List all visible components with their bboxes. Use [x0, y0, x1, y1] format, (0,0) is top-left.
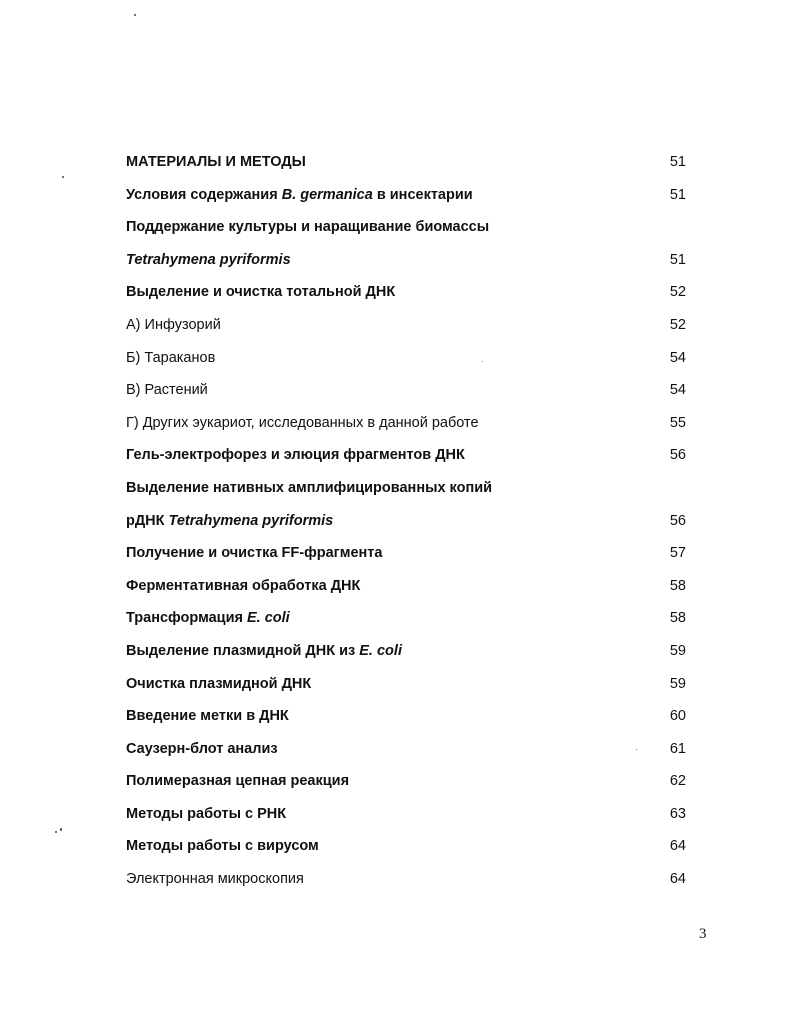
toc-title-part: рДНК	[126, 512, 169, 529]
toc-title-part: Методы работы с вирусом	[126, 838, 319, 855]
toc-entry	[126, 282, 686, 315]
toc-title-part: Введение метки в ДНК	[126, 708, 289, 725]
toc-title-part: А) Инфузорий	[126, 316, 221, 333]
toc-entry-page: 64	[669, 871, 686, 888]
toc-entry-title	[126, 413, 479, 433]
toc-entry-title	[126, 771, 349, 791]
toc-entry-title	[126, 608, 290, 628]
toc-title-part: Получение и очистка FF-фрагмента	[126, 545, 383, 562]
toc-entry-title	[126, 478, 492, 498]
toc-entry-page: 54	[669, 349, 686, 366]
toc-entry-title	[126, 445, 465, 465]
table-of-contents	[126, 152, 686, 902]
toc-entry-page: 57	[669, 545, 686, 562]
toc-entry	[126, 674, 686, 707]
toc-entry-page: 56	[669, 447, 686, 464]
scan-speck	[134, 14, 136, 16]
toc-entry-page: 52	[669, 284, 686, 301]
toc-title-part: Поддержание культуры и наращивание биомассы	[126, 219, 490, 236]
toc-title-part: Методы работы с РНК	[126, 805, 287, 822]
toc-entry-page: 58	[669, 577, 686, 594]
toc-entry-title	[126, 348, 215, 368]
scan-speck	[62, 176, 64, 178]
toc-entry	[126, 348, 686, 381]
toc-title-italic-part: Tetrahymena pyriformis	[168, 512, 334, 529]
toc-title-part: Ферментативная обработка ДНК	[126, 577, 361, 594]
toc-title-part: Полимеразная цепная реакция	[126, 773, 350, 790]
toc-entry	[126, 445, 686, 478]
toc-entry	[126, 185, 686, 218]
toc-title-part: Условия содержания	[126, 186, 282, 203]
toc-entry	[126, 478, 686, 511]
toc-entry-title	[126, 739, 278, 759]
toc-entry	[126, 413, 686, 446]
toc-entry-title	[126, 185, 473, 205]
toc-entry-page: 51	[669, 186, 686, 203]
toc-entry-title	[126, 641, 402, 661]
toc-entry	[126, 152, 686, 185]
toc-entry-title	[126, 804, 286, 824]
toc-entry-page: 51	[669, 251, 686, 268]
toc-entry	[126, 315, 686, 348]
toc-entry-title	[126, 576, 360, 596]
toc-entry	[126, 869, 686, 902]
toc-entry-page: 63	[669, 805, 686, 822]
toc-entry	[126, 511, 686, 544]
toc-entry	[126, 576, 686, 609]
toc-entry	[126, 641, 686, 674]
toc-entry-title	[126, 674, 311, 694]
toc-entry-title	[126, 869, 304, 889]
toc-entry-title	[126, 380, 208, 400]
scan-speck	[55, 831, 57, 833]
toc-title-part: Электронная микроскопия	[126, 871, 304, 888]
toc-entry-page: 59	[669, 675, 686, 692]
toc-entry	[126, 836, 686, 869]
toc-entry	[126, 706, 686, 739]
toc-title-part: Выделение и очистка тотальной ДНК	[126, 284, 396, 301]
toc-entry	[126, 217, 686, 250]
toc-title-part: Г) Других эукариот, исследованных в данной работе	[126, 414, 479, 431]
toc-entry	[126, 250, 686, 283]
scan-speck	[60, 828, 62, 831]
toc-entry	[126, 608, 686, 641]
toc-entry-page: 51	[669, 154, 686, 170]
toc-entry-page: 59	[669, 642, 686, 659]
toc-title-italic-part: E. coli	[359, 642, 402, 659]
toc-entry-page: 54	[669, 382, 686, 399]
toc-entry-page: 55	[669, 414, 686, 431]
toc-entry-page: 64	[669, 838, 686, 855]
toc-title-part: В) Растений	[126, 382, 208, 399]
toc-title-part: Выделение плазмидной ДНК из	[126, 642, 360, 659]
toc-entry-title	[126, 511, 333, 531]
toc-entry	[126, 380, 686, 413]
toc-entry-page: 58	[669, 610, 686, 627]
toc-entry-title	[126, 315, 221, 335]
scan-speck	[636, 749, 637, 750]
toc-entry-page: 52	[669, 316, 686, 333]
page-number: 3	[699, 926, 707, 942]
toc-entry-title	[126, 836, 319, 856]
toc-entry-page: 61	[669, 740, 686, 757]
toc-entry-title	[126, 282, 395, 302]
toc-title-part: Выделение нативных амплифицированных копий	[126, 479, 493, 496]
toc-title-italic-part: Tetrahymena pyriformis	[126, 251, 291, 268]
toc-entry	[126, 543, 686, 576]
toc-entry-page: 60	[669, 708, 686, 725]
toc-title-part: Очистка плазмидной ДНК	[126, 675, 312, 692]
toc-entry-page: 56	[669, 512, 686, 529]
toc-title-part: Трансформация	[126, 610, 247, 627]
toc-entry-title	[126, 250, 291, 270]
toc-title-part: Б) Тараканов	[126, 349, 216, 366]
toc-entry-title	[126, 217, 489, 237]
toc-entry-title	[126, 543, 382, 563]
toc-title-part: Гель-электрофорез и элюция фрагментов ДНК	[126, 447, 465, 464]
toc-title-italic-part: B. germanica	[281, 186, 373, 203]
toc-entry	[126, 739, 686, 772]
toc-entry-page: 62	[669, 773, 686, 790]
toc-entry	[126, 771, 686, 804]
toc-entry-title	[126, 152, 306, 172]
toc-entry	[126, 804, 686, 837]
toc-title-part: Саузерн-блот анализ	[126, 740, 278, 757]
toc-title-part: в инсектарии	[372, 186, 473, 203]
toc-title-italic-part: E. coli	[246, 610, 290, 627]
scan-speck	[482, 361, 483, 362]
toc-entry-title	[126, 706, 289, 726]
toc-title-part: МАТЕРИАЛЫ И МЕТОДЫ	[126, 154, 306, 170]
